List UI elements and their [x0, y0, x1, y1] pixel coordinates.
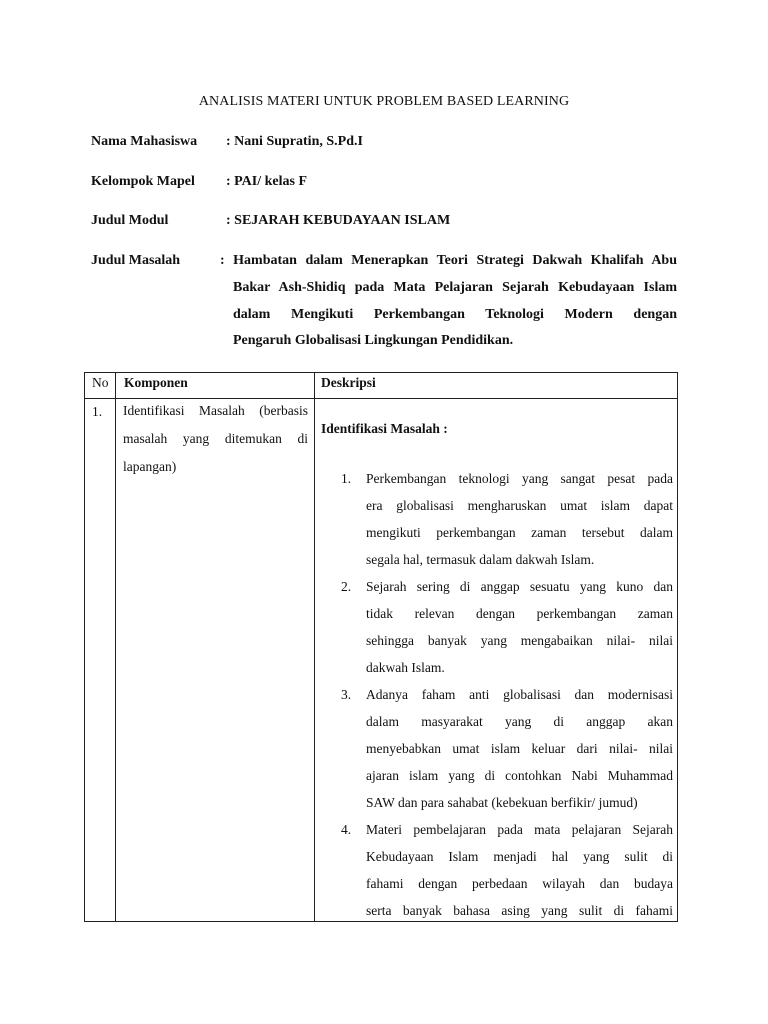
list-item-line: menyebabkan umat islam keluar dari nilai- nilai	[366, 741, 673, 756]
list-item-line: serta banyak bahasa asing yang sulit di fahami	[366, 903, 673, 918]
list-item-line: Perkembangan teknologi yang sangat pesat pada	[366, 471, 673, 486]
list-item	[321, 465, 673, 573]
list-item-line: tidak relevan dengan perkembangan zaman	[366, 606, 673, 621]
list-item-number: 3.	[341, 687, 352, 702]
column-divider	[115, 373, 116, 921]
list-item-line: dakwah Islam.	[366, 660, 445, 675]
label-judul-modul: Judul Modul	[91, 213, 169, 228]
header-komponen: Komponen	[124, 375, 188, 390]
komponen-line: Identifikasi Masalah (berbasis	[123, 403, 308, 418]
list-item-line: SAW dan para sahabat (kebekuan berfikir/ jumud)	[366, 795, 638, 810]
list-item-number: 4.	[341, 822, 352, 837]
section-heading: Identifikasi Masalah :	[321, 421, 448, 436]
document-title: ANALISIS MATERI UNTUK PROBLEM BASED LEARNING	[198, 94, 570, 109]
komponen-line: masalah yang ditemukan di	[123, 431, 308, 446]
list-item-line: dalam masyarakat yang di anggap akan	[366, 714, 673, 729]
list-item-number: 2.	[341, 579, 352, 594]
list-item	[321, 681, 673, 816]
list-item-line: ajaran islam yang di contohkan Nabi Muhammad	[366, 768, 673, 783]
value-judul-masalah: : Hambatan dalam Menerapkan Teori Strategi Dakwah Khalifah Abu	[220, 253, 677, 268]
header-deskripsi: Deskripsi	[321, 375, 376, 390]
header-no: No	[92, 375, 109, 390]
analysis-table	[84, 372, 678, 922]
list-item-line: sehingga banyak yang mengabaikan nilai- nilai	[366, 633, 673, 648]
judul-masalah-line-3: dalam Mengikuti Perkembangan Teknologi Modern dengan	[233, 307, 677, 322]
column-divider	[314, 373, 315, 921]
label-kelompok-mapel: Kelompok Mapel	[91, 174, 195, 189]
list-item-line: Adanya faham anti globalisasi dan modernisasi	[366, 687, 673, 702]
list-item	[321, 816, 673, 924]
label-nama-mahasiswa: Nama Mahasiswa	[91, 134, 198, 149]
label-judul-masalah: Judul Masalah	[91, 253, 181, 268]
komponen-cell	[123, 397, 308, 481]
deskripsi-cell	[321, 421, 673, 924]
judul-masalah-line-2: Bakar Ash-Shidiq pada Mata Pelajaran Sejarah Kebudayaan Islam	[233, 280, 677, 295]
list-item-line: Materi pembelajaran pada mata pelajaran Sejarah	[366, 822, 673, 837]
list-item	[321, 573, 673, 681]
list-item-line: Kebudayaan Islam menjadi hal yang sulit di	[366, 849, 673, 864]
judul-masalah-line-4: Pengaruh Globalisasi Lingkungan Pendidikan.	[233, 333, 514, 348]
list-item-line: mengikuti perkembangan zaman tersebut dalam	[366, 525, 673, 540]
value-nama-mahasiswa: : Nani Supratin, S.Pd.I	[226, 134, 363, 149]
list-item-line: era globalisasi mengharuskan umat islam dapat	[366, 498, 673, 513]
list-item-line: segala hal, termasuk dalam dakwah Islam.	[366, 552, 595, 567]
value-kelompok-mapel: : PAI/ kelas F	[226, 174, 308, 189]
list-item-line: fahami dengan perbedaan wilayah dan budaya	[366, 876, 673, 891]
list-item-number: 1.	[341, 471, 352, 486]
value-judul-modul: : SEJARAH KEBUDAYAAN ISLAM	[226, 213, 451, 228]
komponen-line: lapangan)	[123, 459, 177, 474]
list-item-line: Sejarah sering di anggap sesuatu yang kuno dan	[366, 579, 673, 594]
row-number: 1.	[92, 404, 103, 419]
